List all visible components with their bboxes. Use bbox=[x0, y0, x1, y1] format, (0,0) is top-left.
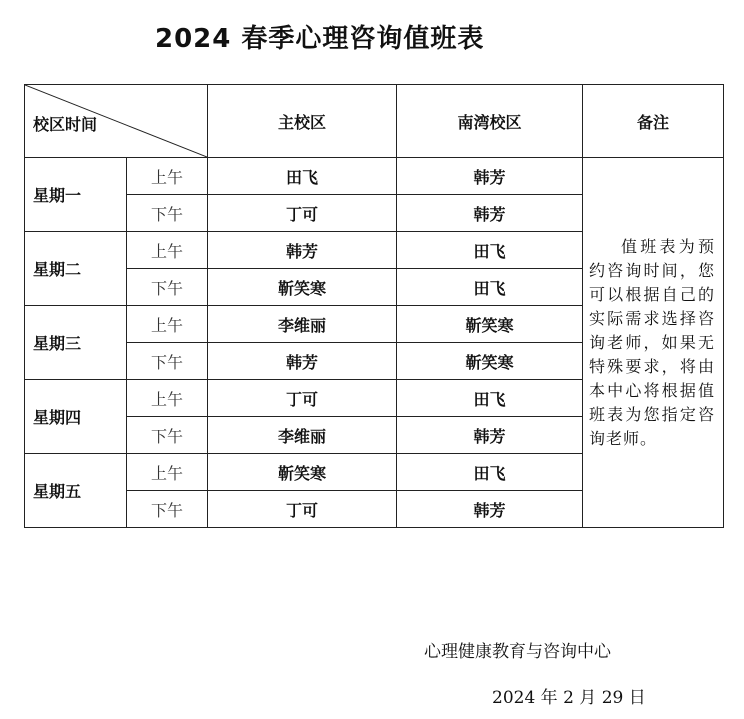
nanwan-campus-counselor: 韩芳 bbox=[397, 491, 583, 528]
period-cell: 下午 bbox=[127, 491, 208, 528]
issue-date: 2024 年 2 月 29 日 bbox=[492, 688, 646, 708]
main-campus-counselor: 韩芳 bbox=[208, 232, 397, 269]
day-cell-monday: 星期一 bbox=[25, 158, 127, 232]
header-main-campus: 主校区 bbox=[208, 85, 397, 158]
page-title: 2024 春季心理咨询值班表 bbox=[155, 24, 485, 54]
header-nanwan-campus: 南湾校区 bbox=[397, 85, 583, 158]
nanwan-campus-counselor: 靳笑寒 bbox=[397, 343, 583, 380]
period-cell: 下午 bbox=[127, 417, 208, 454]
period-cell: 上午 bbox=[127, 454, 208, 491]
corner-header-cell bbox=[25, 85, 208, 158]
nanwan-campus-counselor: 靳笑寒 bbox=[397, 306, 583, 343]
main-campus-counselor: 丁可 bbox=[208, 195, 397, 232]
corner-label: 校区时间 bbox=[33, 115, 98, 134]
main-campus-counselor: 靳笑寒 bbox=[208, 269, 397, 306]
nanwan-campus-counselor: 田飞 bbox=[397, 380, 583, 417]
duty-schedule-table bbox=[24, 84, 724, 528]
issuing-organization: 心理健康教育与咨询中心 bbox=[424, 642, 611, 662]
day-cell-thursday: 星期四 bbox=[25, 380, 127, 454]
nanwan-campus-counselor: 韩芳 bbox=[397, 417, 583, 454]
period-cell: 下午 bbox=[127, 269, 208, 306]
period-cell: 上午 bbox=[127, 380, 208, 417]
header-remarks: 备注 bbox=[583, 85, 724, 158]
main-campus-counselor: 李维丽 bbox=[208, 306, 397, 343]
remarks-note: 值班表为预约咨询时间，您可以根据自己的实际需求选择咨询老师，如果无特殊要求，将由本中心将根据值班表为您指定咨询老师。 bbox=[583, 158, 724, 528]
period-cell: 下午 bbox=[127, 343, 208, 380]
period-cell: 上午 bbox=[127, 232, 208, 269]
nanwan-campus-counselor: 韩芳 bbox=[397, 158, 583, 195]
main-campus-counselor: 田飞 bbox=[208, 158, 397, 195]
day-cell-friday: 星期五 bbox=[25, 454, 127, 528]
main-campus-counselor: 靳笑寒 bbox=[208, 454, 397, 491]
day-cell-wednesday: 星期三 bbox=[25, 306, 127, 380]
main-campus-counselor: 丁可 bbox=[208, 380, 397, 417]
main-campus-counselor: 丁可 bbox=[208, 491, 397, 528]
period-cell: 下午 bbox=[127, 195, 208, 232]
nanwan-campus-counselor: 韩芳 bbox=[397, 195, 583, 232]
period-cell: 上午 bbox=[127, 158, 208, 195]
table-row bbox=[25, 158, 724, 195]
day-cell-tuesday: 星期二 bbox=[25, 232, 127, 306]
nanwan-campus-counselor: 田飞 bbox=[397, 269, 583, 306]
nanwan-campus-counselor: 田飞 bbox=[397, 454, 583, 491]
main-campus-counselor: 李维丽 bbox=[208, 417, 397, 454]
period-cell: 上午 bbox=[127, 306, 208, 343]
table-header-row bbox=[25, 85, 724, 158]
nanwan-campus-counselor: 田飞 bbox=[397, 232, 583, 269]
main-campus-counselor: 韩芳 bbox=[208, 343, 397, 380]
